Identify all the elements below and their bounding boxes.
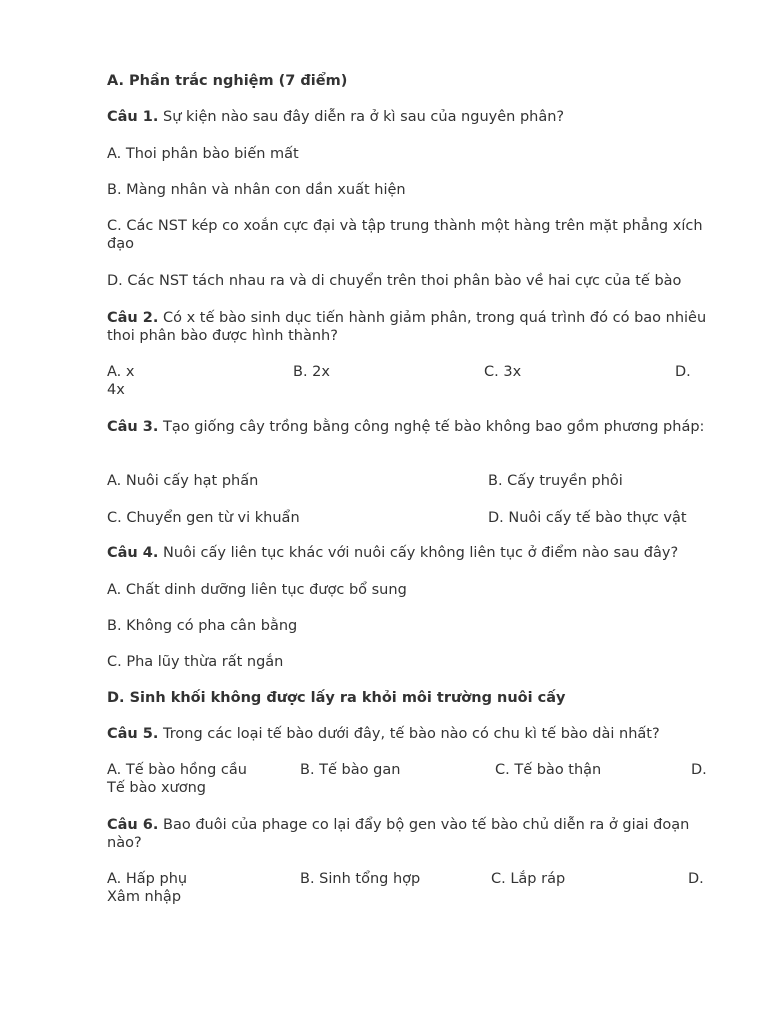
question-label: Câu 3.: [107, 419, 159, 435]
option-6b: B. Sinh tổng hợp: [300, 871, 421, 887]
option-3a: A. Nuôi cấy hạt phấn: [107, 473, 259, 489]
question-text: Nuôi cấy liên tục khác với nuôi cấy không liên tục ở điểm nào sau đây?: [163, 545, 679, 561]
option-1b: B. Màng nhân và nhân con dần xuất hiện: [107, 182, 406, 198]
option-5d-text: Tế bào xương: [107, 780, 206, 796]
question-text: Tạo giống cây trồng bằng công nghệ tế bào không bao gồm phương pháp:: [163, 419, 705, 435]
question-label: Câu 2.: [107, 310, 159, 326]
option-5a: A. Tế bào hồng cầu: [107, 762, 247, 778]
question-3: [107, 418, 717, 436]
question-label: Câu 4.: [107, 545, 159, 561]
question-text: Sự kiện nào sau đây diễn ra ở kì sau của nguyên phân?: [163, 109, 565, 125]
section-title: A. Phần trắc nghiệm (7 điểm): [107, 73, 348, 89]
option-2c: C. 3x: [484, 364, 522, 380]
option-5b: B. Tế bào gan: [300, 762, 401, 778]
question-text: Bao đuôi của phage co lại đẩy bộ gen vào tế bào chủ diễn ra ở giai đoạn nào?: [107, 817, 690, 851]
option-3d: D. Nuôi cấy tế bào thực vật: [488, 510, 687, 526]
question-5: [107, 725, 717, 743]
option-2d-text: 4x: [107, 382, 125, 398]
option-1c: C. Các NST kép co xoắn cực đại và tập trung thành một hàng trên mặt phẳng xích đạo: [107, 218, 703, 252]
option-4b: B. Không có pha cân bằng: [107, 618, 298, 634]
option-1d: D. Các NST tách nhau ra và di chuyển trên thoi phân bào về hai cực của tế bào: [107, 273, 682, 289]
option-4a: A. Chất dinh dưỡng liên tục được bổ sung: [107, 582, 407, 598]
option-1a: A. Thoi phân bào biến mất: [107, 146, 299, 162]
option-6d-letter: D.: [688, 871, 704, 887]
option-6d-text: Xâm nhập: [107, 889, 182, 905]
question-1: [107, 108, 717, 126]
option-2a: A. x: [107, 364, 135, 380]
question-6: [107, 816, 717, 852]
option-5c: C. Tế bào thận: [495, 762, 602, 778]
option-6a: A. Hấp phụ: [107, 871, 188, 887]
option-6c: C. Lắp ráp: [491, 871, 566, 887]
question-label: Câu 5.: [107, 726, 159, 742]
option-4c: C. Pha lũy thừa rất ngắn: [107, 654, 284, 670]
question-4: [107, 544, 717, 562]
question-text: Trong các loại tế bào dưới đây, tế bào nào có chu kì tế bào dài nhất?: [163, 726, 660, 742]
option-4d: D. Sinh khối không được lấy ra khỏi môi trường nuôi cấy: [107, 690, 566, 706]
question-text: Có x tế bào sinh dục tiến hành giảm phân, trong quá trình đó có bao nhiêu thoi phân bào được hình thành?: [107, 310, 707, 344]
option-2d-letter: D.: [675, 364, 691, 380]
option-3b: B. Cấy truyền phôi: [488, 473, 623, 489]
option-2b: B. 2x: [293, 364, 330, 380]
option-5d-letter: D.: [691, 762, 707, 778]
question-label: Câu 1.: [107, 109, 159, 125]
option-3c: C. Chuyển gen từ vi khuẩn: [107, 510, 300, 526]
question-label: Câu 6.: [107, 817, 159, 833]
question-2: [107, 309, 717, 345]
